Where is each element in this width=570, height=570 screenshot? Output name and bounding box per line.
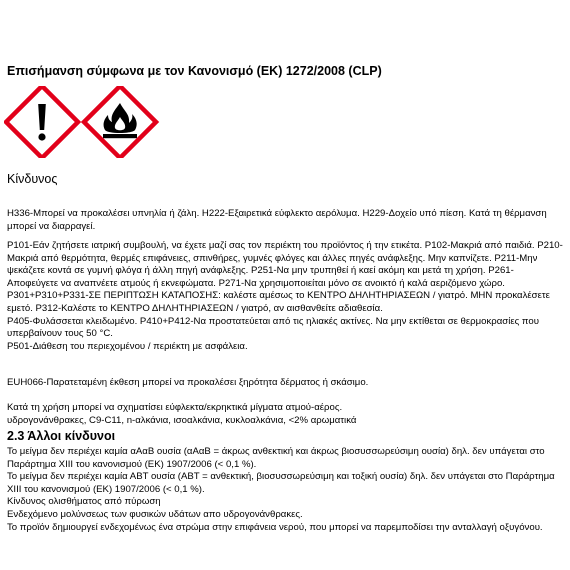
precautionary-line: P301+P310+P331-ΣΕ ΠΕΡΙΠΤΩΣΗ ΚΑΤΑΠΟΣΗΣ: καλέστε αμέσως το ΚΕΝΤΡΟ ΔΗΛΗΤΗΡΙΑΣΕΩΝ / γιατρό. ΜΗΝ προκαλέσετε εμετό. P312-Καλέστε το ΚΕΝΤΡΟ ΔΗΛΗΤΗΡΙΑΣΕΩΝ / γιατρό, αν αισθανθείτε αδιαθεσία. xyxy=(7,290,550,314)
other-hazards-line: Το μείγμα δεν περιέχει καμία ΑΒΤ ουσία (ΑΒΤ = ανθεκτική, βιοσυσσωρεύσιμη και τοξική ουσία) δηλ. δεν υπάγεται στο Παράρτημα XIII του κανονισμού (ΕΚ) 1907/2006 (< 0,1 %). xyxy=(7,471,555,495)
other-hazards-line: Ενδεχόμενο μολύνσεως των φυσικών υδάτων απο υδρογονάνθρακες. xyxy=(7,508,303,520)
precautionary-statements xyxy=(7,240,563,353)
other-hazards-title: 2.3 Άλλοι κίνδυνοι xyxy=(7,429,116,443)
other-hazards-line: Το προϊόν δημιουργεί ενδεχομένως ένα στρώμα στην επιφάνεια νερού, που μπορεί να παρεμποδίσει την ανταλλαγή οξυγόνου. xyxy=(7,521,543,533)
other-hazards-line: Το μείγμα δεν περιέχει καμία αΑαΒ ουσία (αΑαΒ = άκρως ανθεκτική και άκρως βιοσυσσωρεύσιμη ουσία) δηλ. δεν υπάγεται στο Παράρτημα XIII του κανονισμού (ΕΚ) 1907/2006 (< 0,1 %). xyxy=(7,446,545,470)
precautionary-line: P405-Φυλάσσεται κλειδωμένο. P410+P412-Να προστατεύεται από τις ηλιακές ακτίνες. Να μην εκτίθεται σε θερμοκρασίες που υπερβαίνουν τους 50 °C. xyxy=(7,315,539,340)
other-hazards-line: Κίνδυνος ολισθήματος από πύρωση xyxy=(7,496,161,508)
precautionary-line: P501-Διάθεση του περιεχομένου / περιέκτη με ασφάλεια. xyxy=(7,340,248,352)
hazard-statements: H336-Μπορεί να προκαλέσει υπνηλία ή ζάλη. H222-Εξαιρετικά εύφλεκτο αερόλυμα. H229-Δοχείο υπό πίεση. Κατά τη θέρμανση μπορεί να διαρραγεί. xyxy=(7,208,547,232)
other-hazards-body xyxy=(7,446,563,534)
flame-icon xyxy=(84,86,156,158)
exclamation-mark-icon xyxy=(6,86,78,158)
section-heading: Επισήμανση σύμφωνα με τον Κανονισμό (ΕΚ) 1272/2008 (CLP) xyxy=(7,64,382,78)
warning-notes xyxy=(7,402,563,427)
precautionary-line: P101-Εάν ζητήσετε ιατρική συμβουλή, να έχετε μαζί σας τον περιέκτη του προϊόντος ή την ετικέτα. P102-Μακριά από παιδιά. P210-Μακριά από θερμότητα, θερμές επιφάνειες, σπινθήρες, γυμνές φλόγες και άλλες πηγές ανάφλεξης. Μην καπνίζετε. P211-Μην ψεκάζετε κοντά σε γυμνή φλόγα ή άλλη πηγή ανάφλεξης. P251-Να μην τρυπηθεί ή καεί ακόμη και μετά τη χρήση. P261-Αποφεύγετε να αναπνέετε ατμούς ή εκνεφώματα. P271-Να χρησιμοποιείται μόνο σε ανοικτό ή καλά αεριζόμενο χώρο. xyxy=(7,240,563,289)
warning-line: Κατά τη χρήση μπορεί να σχηματίσει εύφλεκτα/εκρηκτικά μίγματα ατμού-αέρος. xyxy=(7,402,343,413)
ghs-pictograms xyxy=(4,86,164,158)
signal-word: Κίνδυνος xyxy=(7,172,58,186)
euh-statement: EUH066-Παρατεταμένη έκθεση μπορεί να προκαλέσει ξηρότητα δέρματος ή σκάσιμο. xyxy=(7,377,369,388)
warning-line: υδρογονάνθρακες, C9-C11, n-αλκάνια, ισοαλκάνια, κυκλοαλκάνια, <2% αρωματικά xyxy=(7,414,357,426)
